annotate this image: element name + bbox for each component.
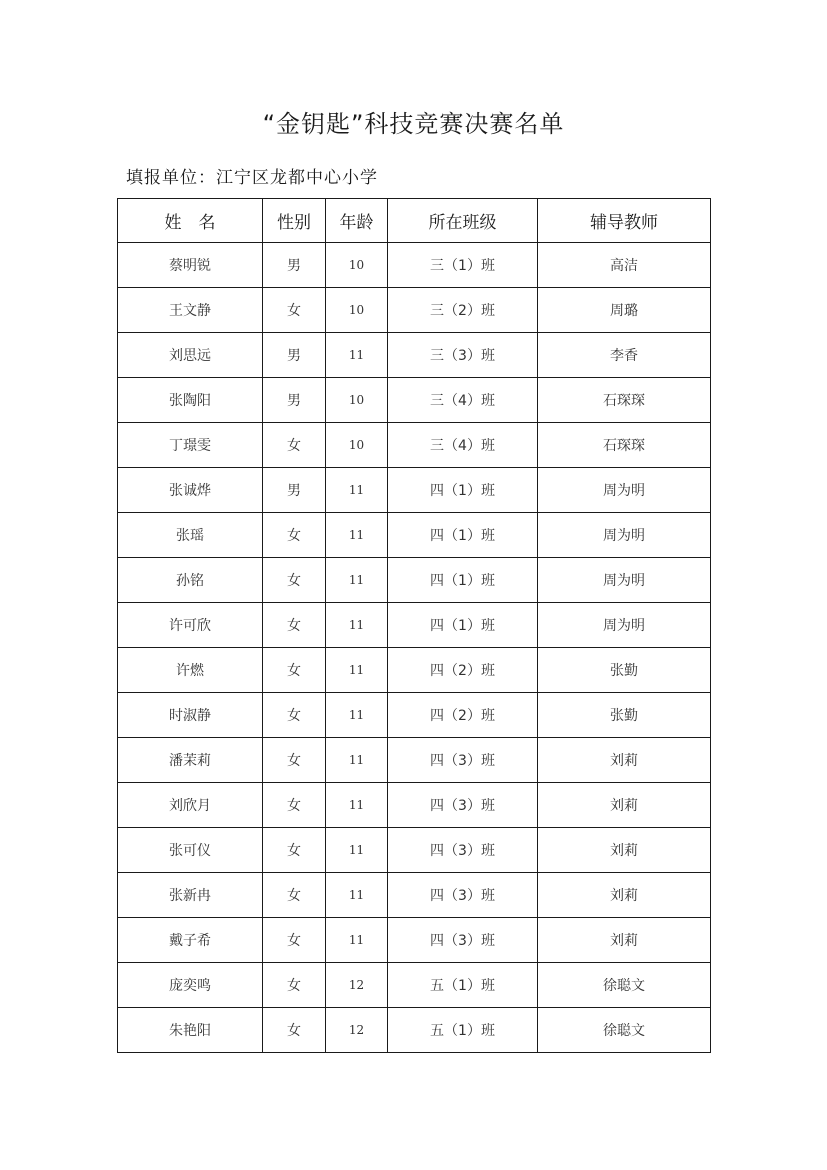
student-name-cell: 时淑静 (118, 693, 263, 738)
student-name-cell: 张新冉 (118, 873, 263, 918)
class-cell: 四（1）班 (388, 603, 538, 648)
teacher-cell: 周为明 (538, 603, 711, 648)
class-cell: 四（1）班 (388, 513, 538, 558)
teacher-cell: 周为明 (538, 513, 711, 558)
age-cell: 11 (326, 513, 388, 558)
student-name-cell: 孙铭 (118, 558, 263, 603)
gender-cell: 女 (263, 648, 326, 693)
class-cell: 四（2）班 (388, 693, 538, 738)
age-cell: 10 (326, 378, 388, 423)
teacher-cell: 刘莉 (538, 828, 711, 873)
class-cell: 四（1）班 (388, 558, 538, 603)
table-row (118, 513, 711, 558)
student-name-cell: 许燃 (118, 648, 263, 693)
age-cell: 12 (326, 963, 388, 1008)
table-row (118, 873, 711, 918)
class-cell: 四（1）班 (388, 468, 538, 513)
gender-cell: 男 (263, 333, 326, 378)
gender-cell: 女 (263, 513, 326, 558)
table-row (118, 468, 711, 513)
age-cell: 11 (326, 873, 388, 918)
class-cell: 三（1）班 (388, 243, 538, 288)
teacher-cell: 周璐 (538, 288, 711, 333)
table-row (118, 603, 711, 648)
age-cell: 10 (326, 243, 388, 288)
table-row (118, 378, 711, 423)
age-cell: 11 (326, 918, 388, 963)
age-cell: 11 (326, 783, 388, 828)
teacher-cell: 周为明 (538, 468, 711, 513)
age-cell: 11 (326, 603, 388, 648)
teacher-cell: 刘莉 (538, 918, 711, 963)
finalist-table (117, 198, 711, 1053)
header-name: 姓 名 (118, 199, 263, 243)
teacher-cell: 徐聪文 (538, 963, 711, 1008)
table-row (118, 288, 711, 333)
table-row (118, 738, 711, 783)
gender-cell: 女 (263, 693, 326, 738)
header-class: 所在班级 (388, 199, 538, 243)
teacher-cell: 石琛琛 (538, 423, 711, 468)
age-cell: 11 (326, 738, 388, 783)
table-row (118, 963, 711, 1008)
gender-cell: 女 (263, 423, 326, 468)
gender-cell: 女 (263, 558, 326, 603)
gender-cell: 女 (263, 1008, 326, 1053)
age-cell: 11 (326, 828, 388, 873)
student-name-cell: 庞奕鸣 (118, 963, 263, 1008)
gender-cell: 女 (263, 603, 326, 648)
table-row (118, 828, 711, 873)
header-age: 年龄 (326, 199, 388, 243)
header-gender: 性别 (263, 199, 326, 243)
age-cell: 11 (326, 468, 388, 513)
student-name-cell: 许可欣 (118, 603, 263, 648)
teacher-cell: 刘莉 (538, 783, 711, 828)
gender-cell: 男 (263, 243, 326, 288)
reporting-unit: 填报单位：江宁区龙都中心小学 (126, 168, 378, 188)
age-cell: 11 (326, 693, 388, 738)
class-cell: 三（4）班 (388, 378, 538, 423)
table-row (118, 423, 711, 468)
gender-cell: 男 (263, 378, 326, 423)
class-cell: 三（4）班 (388, 423, 538, 468)
table-row (118, 1008, 711, 1053)
teacher-cell: 徐聪文 (538, 1008, 711, 1053)
class-cell: 四（3）班 (388, 828, 538, 873)
teacher-cell: 张勤 (538, 648, 711, 693)
age-cell: 11 (326, 333, 388, 378)
age-cell: 10 (326, 288, 388, 333)
class-cell: 三（2）班 (388, 288, 538, 333)
gender-cell: 女 (263, 288, 326, 333)
class-cell: 四（3）班 (388, 783, 538, 828)
age-cell: 10 (326, 423, 388, 468)
table-row (118, 648, 711, 693)
class-cell: 五（1）班 (388, 1008, 538, 1053)
table-row (118, 693, 711, 738)
teacher-cell: 刘莉 (538, 738, 711, 783)
teacher-cell: 周为明 (538, 558, 711, 603)
table-row (118, 918, 711, 963)
student-name-cell: 刘思远 (118, 333, 263, 378)
teacher-cell: 刘莉 (538, 873, 711, 918)
student-name-cell: 刘欣月 (118, 783, 263, 828)
teacher-cell: 高洁 (538, 243, 711, 288)
teacher-cell: 张勤 (538, 693, 711, 738)
student-name-cell: 朱艳阳 (118, 1008, 263, 1053)
student-name-cell: 张诚烨 (118, 468, 263, 513)
gender-cell: 女 (263, 873, 326, 918)
class-cell: 五（1）班 (388, 963, 538, 1008)
student-name-cell: 蔡明锐 (118, 243, 263, 288)
header-teacher: 辅导教师 (538, 199, 711, 243)
class-cell: 四（3）班 (388, 873, 538, 918)
class-cell: 四（3）班 (388, 738, 538, 783)
gender-cell: 女 (263, 828, 326, 873)
gender-cell: 女 (263, 783, 326, 828)
student-name-cell: 张瑶 (118, 513, 263, 558)
student-name-cell: 丁璟雯 (118, 423, 263, 468)
table-row (118, 243, 711, 288)
teacher-cell: 石琛琛 (538, 378, 711, 423)
student-name-cell: 王文静 (118, 288, 263, 333)
student-name-cell: 戴子希 (118, 918, 263, 963)
document-title: “金钥匙”科技竞赛决赛名单 (262, 110, 565, 138)
age-cell: 12 (326, 1008, 388, 1053)
student-name-cell: 张可仪 (118, 828, 263, 873)
table-header-row (118, 199, 711, 243)
table-body (118, 243, 711, 1053)
class-cell: 三（3）班 (388, 333, 538, 378)
class-cell: 四（2）班 (388, 648, 538, 693)
student-name-cell: 潘茉莉 (118, 738, 263, 783)
table-row (118, 783, 711, 828)
student-name-cell: 张陶阳 (118, 378, 263, 423)
table-row (118, 333, 711, 378)
gender-cell: 女 (263, 918, 326, 963)
table-row (118, 558, 711, 603)
gender-cell: 男 (263, 468, 326, 513)
teacher-cell: 李香 (538, 333, 711, 378)
gender-cell: 女 (263, 738, 326, 783)
age-cell: 11 (326, 648, 388, 693)
gender-cell: 女 (263, 963, 326, 1008)
class-cell: 四（3）班 (388, 918, 538, 963)
age-cell: 11 (326, 558, 388, 603)
